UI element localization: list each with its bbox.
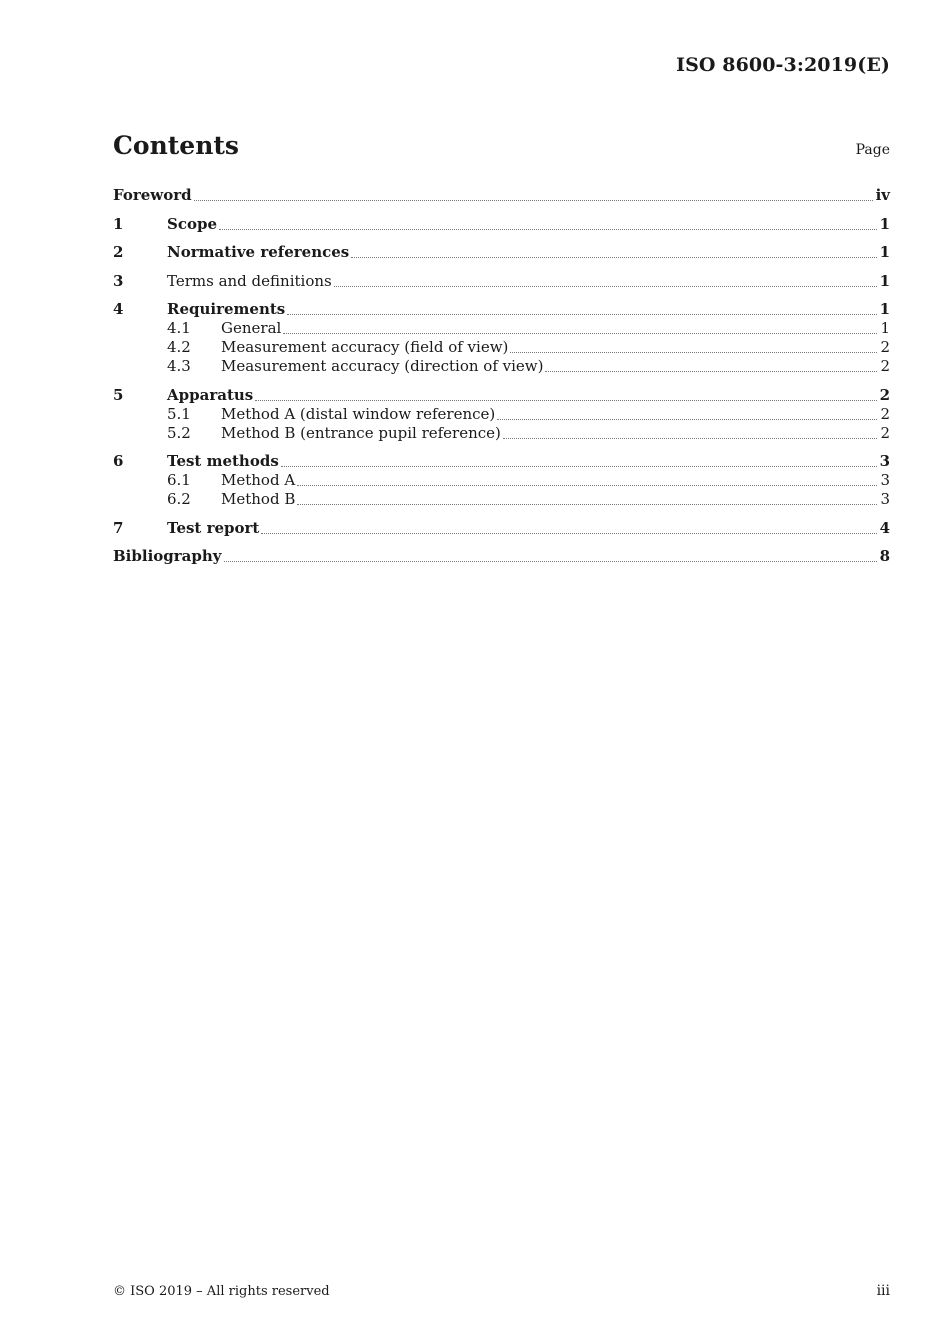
copyright-notice: © ISO 2019 – All rights reserved [113,1284,330,1299]
toc-entry-page: 2 [880,404,890,423]
dot-leader [287,314,876,315]
dot-leader [297,504,877,505]
toc-entry-page: 1 [879,243,890,261]
toc-entry-title: Normative references [167,243,350,261]
dot-leader [510,352,877,353]
toc-entry-page: 2 [880,338,890,356]
toc-entry-number: 4.1 [167,319,191,337]
toc-entry-page: 3 [880,471,890,489]
toc-entry-page: 2 [880,357,890,375]
toc-entry-test-report[interactable] [113,519,890,538]
toc-entry-number: 3 [113,271,124,290]
toc-entry-title: General [221,319,282,337]
toc-entry-method-a-distal[interactable] [113,405,890,424]
toc-entry-title: Test report [167,518,260,537]
toc-entry-page: 1 [880,319,890,337]
dot-leader [261,533,876,534]
toc-entry-number: 6.1 [167,471,191,489]
toc-entry-measurement-accuracy-direction[interactable] [113,357,890,376]
toc-entry-bibliography[interactable] [113,547,890,566]
toc-entry-number: 5.2 [167,423,191,442]
toc-entry-page: iv [875,186,890,204]
toc-entry-method-b[interactable] [113,490,890,509]
toc-entry-title: Method A [221,471,296,489]
toc-entry-title: Scope [167,214,218,233]
toc-entry-title: Measurement accuracy (field of view) [221,338,509,356]
toc-entry-number: 4.3 [167,357,191,375]
dot-leader [224,561,877,562]
toc-entry-title: Bibliography [113,547,222,565]
toc-entry-page: 4 [879,518,890,537]
toc-entry-method-a[interactable] [113,471,890,490]
toc-entry-title: Test methods [167,452,279,470]
toc-entry-method-b-entrance-pupil[interactable] [113,424,890,443]
toc-entry-number: 6.2 [167,490,191,508]
toc-entry-page: 3 [880,490,890,508]
toc-entry-requirements[interactable] [113,300,890,319]
document-id-header: ISO 8600-3:2019(E) [676,54,890,76]
toc-entry-title: Measurement accuracy (direction of view) [221,357,544,375]
toc-entry-apparatus[interactable] [113,386,890,405]
toc-entry-page: 3 [879,452,890,470]
dot-leader [281,466,877,467]
page-number: iii [876,1283,890,1299]
table-of-contents [113,186,890,566]
toc-entry-title: Foreword [113,186,192,204]
toc-entry-measurement-accuracy-field[interactable] [113,338,890,357]
page-column-label: Page [855,142,890,158]
toc-entry-number: 7 [113,518,124,537]
dot-leader [283,333,877,334]
dot-leader [255,400,876,401]
toc-entry-page: 1 [879,300,890,318]
toc-entry-general[interactable] [113,319,890,338]
toc-entry-number: 1 [113,214,124,233]
dot-leader [503,438,878,439]
toc-entry-test-methods[interactable] [113,452,890,471]
toc-entry-scope[interactable] [113,215,890,234]
toc-entry-foreword[interactable] [113,186,890,205]
toc-entry-page: 1 [879,271,890,290]
toc-entry-title: Terms and definitions [167,271,332,290]
toc-entry-title: Apparatus [167,385,254,404]
dot-leader [497,419,877,420]
toc-entry-number: 4 [113,300,124,318]
toc-entry-title: Method B [221,490,296,508]
dot-leader [219,229,877,230]
dot-leader [297,485,877,486]
dot-leader [545,371,877,372]
toc-entry-number: 5.1 [167,404,191,423]
toc-entry-number: 5 [113,385,124,404]
dot-leader [351,257,876,258]
toc-entry-page: 8 [879,547,890,565]
toc-entry-number: 2 [113,243,124,261]
dot-leader [334,286,877,287]
toc-entry-terms-and-definitions[interactable] [113,272,890,291]
toc-entry-page: 2 [880,423,890,442]
toc-entry-page: 2 [879,385,890,404]
toc-entry-title: Method B (entrance pupil reference) [221,423,501,442]
toc-entry-normative-references[interactable] [113,243,890,262]
toc-entry-title: Method A (distal window reference) [221,404,496,423]
toc-entry-title: Requirements [167,300,286,318]
dot-leader [194,200,873,201]
toc-entry-number: 6 [113,452,124,470]
contents-heading: Contents [113,131,240,160]
toc-entry-number: 4.2 [167,338,191,356]
toc-entry-page: 1 [879,214,890,233]
